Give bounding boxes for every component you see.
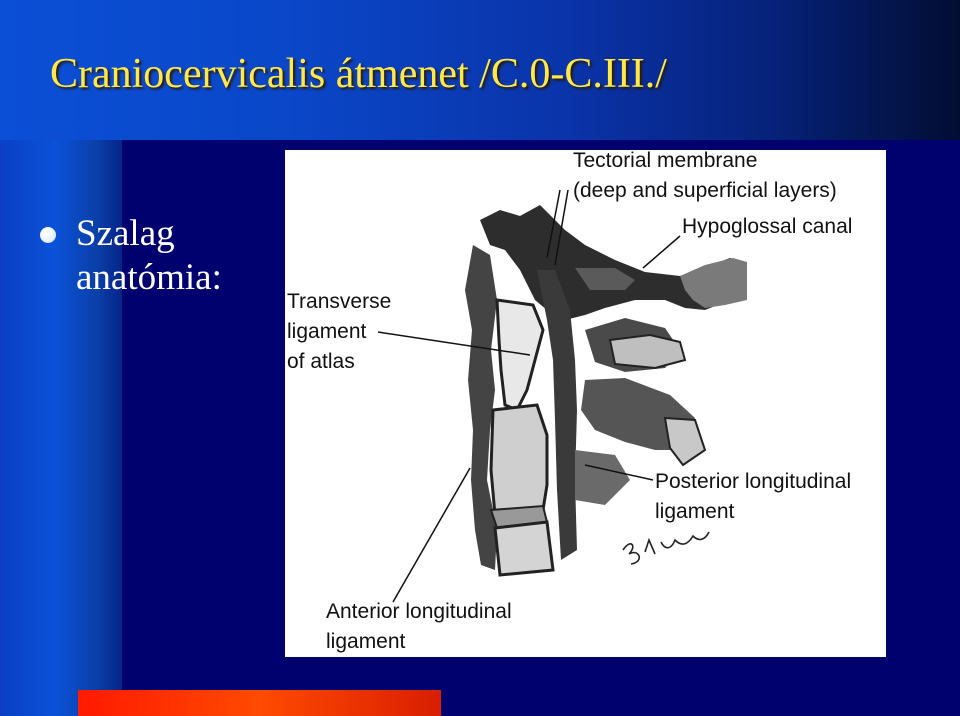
vertebral-body-c2 <box>491 405 547 515</box>
hypoglossal-pointer <box>643 236 680 268</box>
slide-title: Craniocervicalis átmenet /C.0-C.III./ <box>50 51 667 97</box>
label-anterior-line2: ligament <box>326 630 406 653</box>
posterior-process-lower <box>665 418 705 465</box>
anterior-column <box>465 245 497 570</box>
label-hypoglossal-canal: Hypoglossal canal <box>682 215 853 238</box>
label-anterior-line1: Anterior longitudinal <box>326 600 512 623</box>
bottom-accent-bar <box>78 690 441 716</box>
label-posterior-line1: Posterior longitudinal <box>655 470 852 493</box>
label-tectorial-membrane <box>573 150 837 206</box>
label-tectorial-line1: Tectorial membrane <box>573 150 758 172</box>
posterior-arch-c1 <box>610 335 685 368</box>
anatomy-figure <box>285 150 886 657</box>
label-posterior-line2: ligament <box>655 500 735 523</box>
label-transverse-line3: of atlas <box>287 350 355 373</box>
anterior-pointer <box>393 468 470 602</box>
label-anterior-longitudinal-ligament <box>326 597 512 657</box>
bullet-text-line2: anatómia: <box>76 257 222 298</box>
bullet-text <box>76 212 222 300</box>
bullet-icon <box>40 227 56 243</box>
vertebral-body-c3 <box>495 522 553 575</box>
artist-signature <box>623 532 709 564</box>
dens <box>497 300 543 410</box>
bullet-text-line1: Szalag <box>76 213 175 254</box>
posterior-soft-tissue <box>575 450 630 505</box>
label-tectorial-line2: (deep and superficial layers) <box>573 179 837 202</box>
label-transverse-line1: Transverse <box>287 290 392 313</box>
label-posterior-longitudinal-ligament <box>655 467 851 527</box>
label-transverse-ligament <box>287 287 391 377</box>
label-transverse-line2: ligament <box>287 320 367 343</box>
